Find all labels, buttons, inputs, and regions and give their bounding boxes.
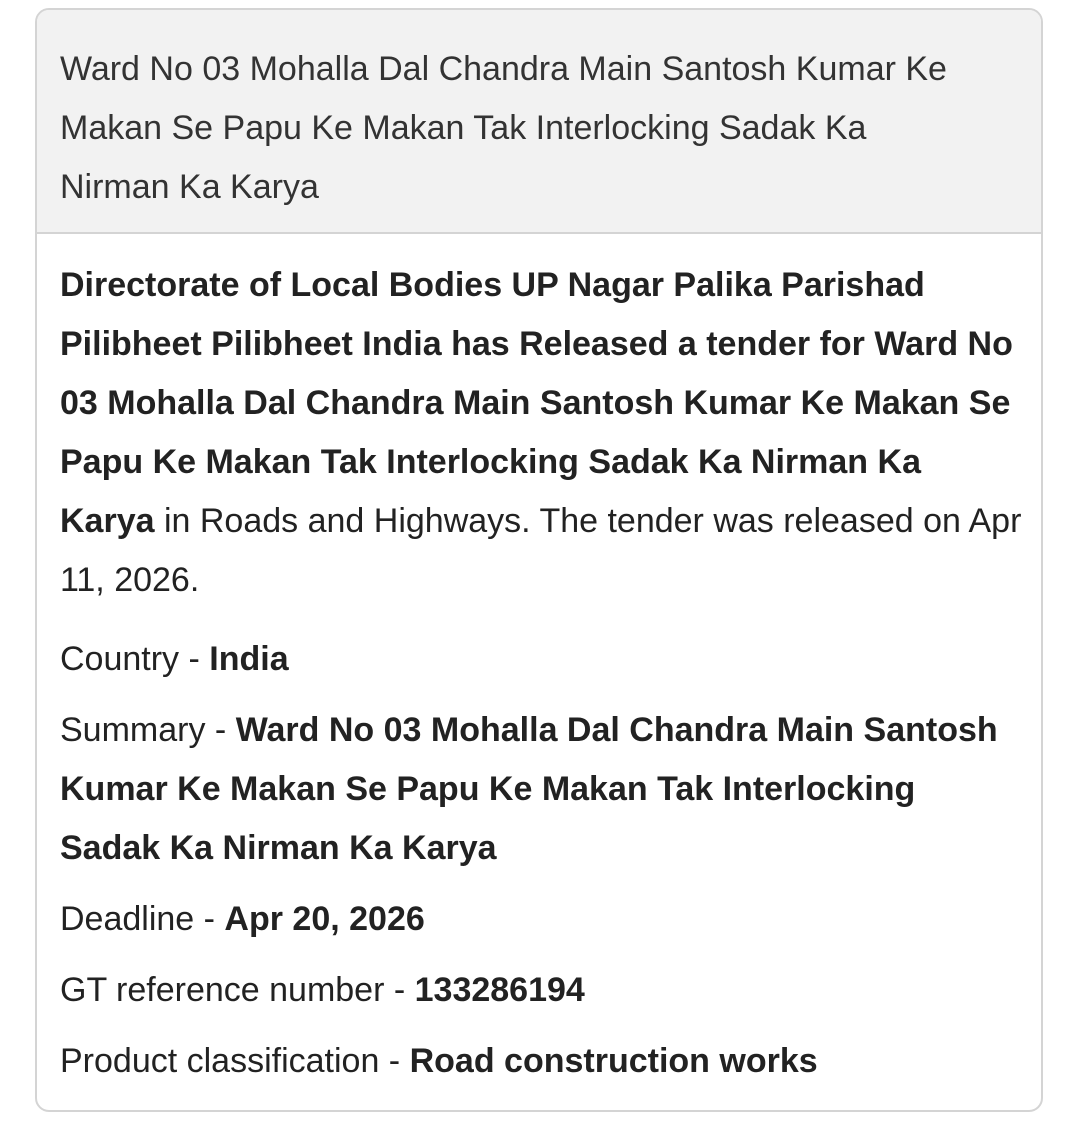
tender-details [37,234,1041,1091]
field-label: Product classification - [60,1042,410,1080]
field-value: 133286194 [414,971,585,1009]
intro-prefix: Directorate of Local Bodies UP Nagar Palika Parishad Pilibheet Pilibheet India has Released a tender for [60,266,925,363]
field-label: GT reference number - [60,971,415,1009]
tender-card [35,8,1043,1112]
field-label: Deadline - [60,900,225,938]
field-summary [60,701,1023,878]
field-value: India [209,640,289,678]
intro-suffix: in Roads and Highways. The tender was released on Apr 11, 2026. [60,502,1022,599]
field-value: Road construction works [409,1042,818,1080]
field-product-classification [60,1032,1023,1091]
field-reference-number [60,961,1023,1020]
tender-title-header [37,10,1041,234]
tender-description [60,256,1023,610]
field-country [60,630,1023,689]
tender-title: Ward No 03 Mohalla Dal Chandra Main Santosh Kumar Ke Makan Se Papu Ke Makan Tak Interlocking Sadak Ka Nirman Ka Karya [60,50,947,206]
field-value: Ward No 03 Mohalla Dal Chandra Main Santosh Kumar Ke Makan Se Papu Ke Makan Tak Interlocking Sadak Ka Nirman Ka Karya [60,711,998,867]
field-deadline [60,890,1023,949]
field-label: Country - [60,640,210,678]
field-value: Apr 20, 2026 [224,900,425,938]
tender-name: Ward No 03 Mohalla Dal Chandra Main Santosh Kumar Ke Makan Se Papu Ke Makan Tak Interlocking Sadak Ka Nirman Ka Karya [60,325,1013,540]
field-label: Summary - [60,711,236,749]
